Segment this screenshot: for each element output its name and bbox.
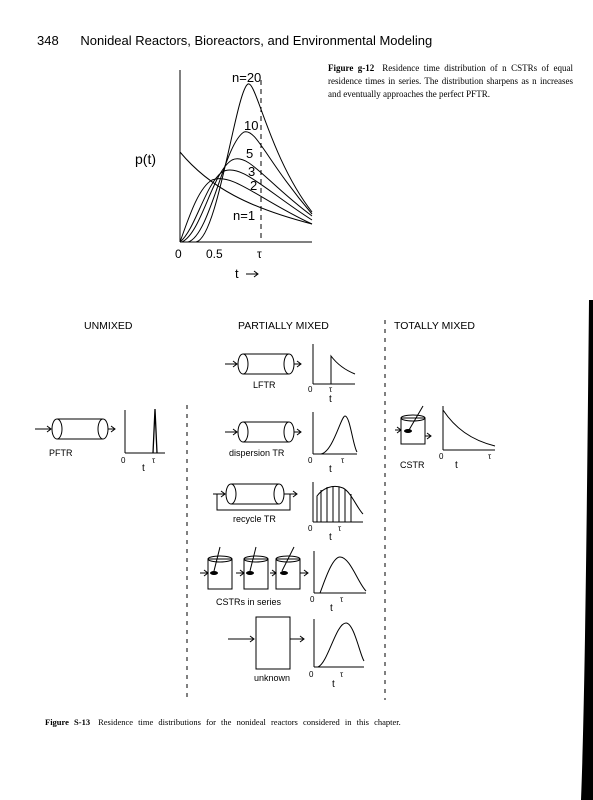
diagram-label: 0 xyxy=(308,456,313,465)
x-tick-0: 0 xyxy=(175,247,182,261)
cstr-diagram xyxy=(395,400,515,480)
diagram-label: t xyxy=(142,463,145,474)
diagram-label: t xyxy=(329,532,332,543)
diagram-label: τ xyxy=(329,385,333,394)
diagram-label: LFTR xyxy=(253,380,276,390)
scan-edge-shadow xyxy=(579,300,593,800)
column-totally-mixed: TOTALLY MIXED xyxy=(394,320,475,332)
diagram-label: recycle TR xyxy=(233,514,276,524)
figure-12-caption-text: Residence time distribution of n CSTRs of equal residence times in series. The distribution sharpens as n increases and eventually approaches the perfect PFTR. xyxy=(328,63,574,99)
cstrs-series-diagram xyxy=(200,543,385,613)
label-n1: n=1 xyxy=(233,208,256,223)
diagram-label: τ xyxy=(152,456,156,465)
x-tick-half: 0.5 xyxy=(206,247,223,261)
diagram-label: unknown xyxy=(254,673,291,683)
label-n2: 2 xyxy=(250,178,258,193)
diagram-label: t xyxy=(329,464,332,475)
page-number: 348 xyxy=(37,33,59,48)
figure-13-caption xyxy=(45,717,401,727)
figure-12-label: Figure g-12 xyxy=(328,63,375,73)
x-tick-tau: τ xyxy=(257,247,262,261)
diagram-label: PFTR xyxy=(49,448,73,458)
lftr-diagram xyxy=(225,342,385,404)
figure-13-label: Figure S-13 xyxy=(45,717,91,727)
recycle-tr-diagram xyxy=(213,478,385,542)
diagram-label: 0 xyxy=(310,595,315,604)
diagram-label: t xyxy=(330,603,333,614)
pftr-diagram xyxy=(35,405,185,475)
diagram-label: τ xyxy=(340,670,344,679)
label-n3: 3 xyxy=(248,164,256,179)
diagram-label: CSTRs in series xyxy=(216,597,282,607)
column-unmixed: UNMIXED xyxy=(84,320,133,332)
diagram-label: τ xyxy=(341,456,345,465)
diagram-label: 0 xyxy=(308,385,313,394)
figure-13-caption-text: Residence time distributions for the nonideal reactors considered in this chapter. xyxy=(98,717,401,727)
diagram-label: CSTR xyxy=(400,460,425,470)
diagram-label: 0 xyxy=(439,452,444,461)
diagram-label: t xyxy=(455,460,458,471)
label-n10: 10 xyxy=(244,118,259,133)
x-axis-label: t xyxy=(235,266,239,281)
dispersion-tr-diagram xyxy=(225,410,385,475)
diagram-label: 0 xyxy=(308,524,313,533)
diagram-label: τ xyxy=(340,595,344,604)
diagram-label: τ xyxy=(488,452,492,461)
label-n20: n=20 xyxy=(232,70,262,85)
column-partially-mixed: PARTIALLY MIXED xyxy=(238,320,329,332)
diagram-label: t xyxy=(332,679,335,690)
y-axis-label: p(t) xyxy=(135,151,156,167)
label-n5: 5 xyxy=(246,146,254,161)
diagram-label: τ xyxy=(338,524,342,533)
diagram-label: t xyxy=(329,394,332,405)
diagram-label: 0 xyxy=(309,670,314,679)
chapter-title: Nonideal Reactors, Bioreactors, and Environmental Modeling xyxy=(80,33,433,48)
diagram-label: 0 xyxy=(121,456,126,465)
unknown-reactor-diagram xyxy=(228,615,385,695)
diagram-label: dispersion TR xyxy=(229,448,285,458)
